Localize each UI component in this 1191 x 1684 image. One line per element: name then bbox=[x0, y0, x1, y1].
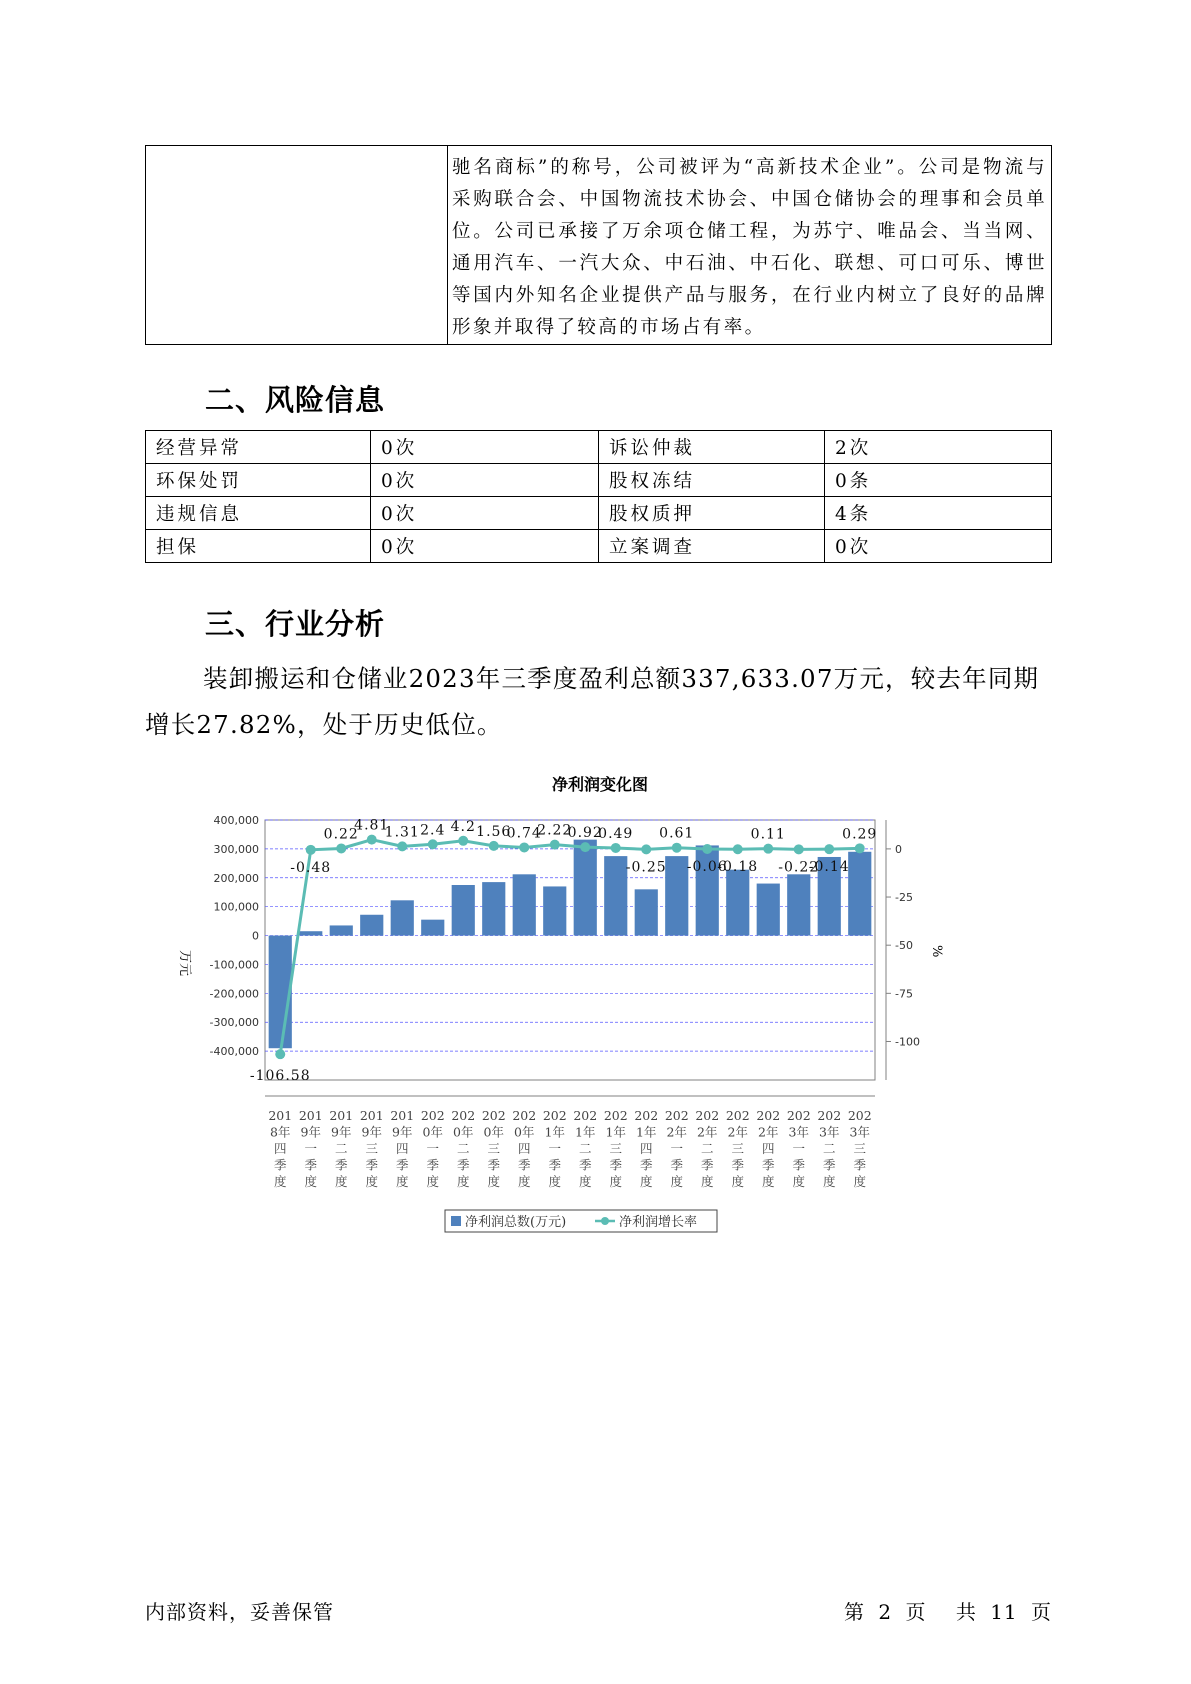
y-tick-label: -100,000 bbox=[209, 958, 259, 972]
bar bbox=[848, 852, 871, 936]
growth-rate-label: 4.81 bbox=[354, 817, 390, 834]
x-tick-label: 度 bbox=[700, 1174, 714, 1189]
growth-rate-point bbox=[641, 844, 651, 854]
growth-rate-point bbox=[763, 844, 773, 854]
x-tick-label: 季 bbox=[792, 1157, 806, 1173]
y-tick-label: -400,000 bbox=[209, 1045, 259, 1059]
risk-label: 经营异常 bbox=[146, 431, 371, 464]
risk-label: 环保处罚 bbox=[146, 464, 371, 497]
risk-value: 4条 bbox=[825, 497, 1052, 530]
x-tick-label: 0年 bbox=[453, 1124, 474, 1140]
x-tick-label: 季 bbox=[395, 1157, 409, 1173]
growth-rate-label: 0.11 bbox=[750, 826, 786, 843]
growth-rate-point bbox=[306, 845, 316, 855]
growth-rate-point bbox=[550, 840, 560, 850]
x-tick-label: 202 bbox=[603, 1108, 628, 1123]
footer-page-num: 2 bbox=[878, 1600, 893, 1624]
bar bbox=[574, 840, 597, 936]
legend-line-label: 净利润增长率 bbox=[619, 1215, 698, 1230]
x-tick-label: 201 bbox=[390, 1108, 415, 1123]
x-tick-label: 三 bbox=[365, 1141, 379, 1156]
growth-rate-label: -0.22 bbox=[778, 859, 820, 876]
growth-rate-point bbox=[367, 835, 377, 845]
x-tick-label: 202 bbox=[786, 1108, 811, 1123]
x-tick-label: 202 bbox=[542, 1108, 567, 1123]
section-title-risk: 二、风险信息 bbox=[205, 383, 386, 417]
x-tick-label: 1年 bbox=[544, 1124, 565, 1140]
growth-rate-label: 0.22 bbox=[323, 826, 359, 843]
x-tick-label: 度 bbox=[456, 1174, 470, 1189]
growth-rate-point bbox=[672, 843, 682, 853]
bar bbox=[360, 915, 383, 936]
risk-label: 股权质押 bbox=[599, 497, 825, 530]
x-tick-label: 四 bbox=[395, 1141, 409, 1156]
risk-value: 0条 bbox=[825, 464, 1052, 497]
x-tick-label: 季 bbox=[578, 1157, 592, 1173]
x-tick-label: 0年 bbox=[514, 1124, 535, 1140]
x-tick-label: 季 bbox=[426, 1157, 440, 1173]
x-tick-label: 201 bbox=[298, 1108, 323, 1123]
x-tick-label: 季 bbox=[700, 1157, 714, 1173]
x-tick-label: 度 bbox=[365, 1174, 379, 1189]
x-tick-label: 202 bbox=[695, 1108, 720, 1123]
growth-rate-label: -0.48 bbox=[290, 859, 332, 876]
y-tick-label: 200,000 bbox=[213, 871, 259, 885]
risk-row bbox=[146, 497, 1052, 530]
x-tick-label: 202 bbox=[420, 1108, 445, 1123]
x-tick-label: 度 bbox=[792, 1174, 806, 1189]
x-tick-label: 2年 bbox=[697, 1124, 718, 1140]
x-tick-label: 202 bbox=[664, 1108, 689, 1123]
x-tick-label: 季 bbox=[761, 1157, 775, 1173]
x-tick-label: 度 bbox=[334, 1174, 348, 1189]
x-tick-label: 度 bbox=[731, 1174, 745, 1189]
y-tick-label: 0 bbox=[252, 929, 259, 943]
x-tick-label: 度 bbox=[609, 1174, 623, 1189]
growth-rate-point bbox=[397, 841, 407, 851]
x-tick-label: 四 bbox=[273, 1141, 287, 1156]
x-tick-label: 度 bbox=[670, 1174, 684, 1189]
bar bbox=[391, 900, 414, 935]
bar bbox=[635, 889, 658, 935]
company-intro-table bbox=[145, 145, 1052, 345]
risk-row bbox=[146, 464, 1052, 497]
growth-rate-point bbox=[794, 844, 804, 854]
footer-page-number bbox=[844, 1596, 1052, 1625]
x-tick-label: 一 bbox=[548, 1141, 562, 1156]
footer-total-label: 共 bbox=[955, 1600, 977, 1624]
growth-rate-point bbox=[733, 844, 743, 854]
x-tick-label: 201 bbox=[329, 1108, 354, 1123]
net-profit-chart-svg bbox=[175, 770, 1025, 1240]
legend-line-marker bbox=[601, 1217, 609, 1225]
y-tick-label: 100,000 bbox=[213, 900, 259, 914]
footer-page-label: 第 bbox=[844, 1600, 866, 1624]
x-tick-label: 202 bbox=[817, 1108, 842, 1123]
growth-rate-point bbox=[824, 844, 834, 854]
x-tick-label: 四 bbox=[639, 1141, 653, 1156]
risk-value: 0次 bbox=[371, 431, 599, 464]
x-tick-label: 9年 bbox=[300, 1124, 321, 1140]
x-tick-label: 1年 bbox=[575, 1124, 596, 1140]
risk-label: 担保 bbox=[146, 530, 371, 563]
x-tick-label: 2年 bbox=[758, 1124, 779, 1140]
x-tick-label: 度 bbox=[487, 1174, 501, 1189]
x-tick-label: 二 bbox=[578, 1141, 592, 1156]
x-tick-label: 二 bbox=[334, 1141, 348, 1156]
risk-label: 诉讼仲裁 bbox=[599, 431, 825, 464]
x-tick-label: 季 bbox=[487, 1157, 501, 1173]
x-tick-label: 9年 bbox=[361, 1124, 382, 1140]
risk-value: 0次 bbox=[371, 497, 599, 530]
intro-text-cell bbox=[448, 146, 1052, 345]
bar bbox=[421, 920, 444, 936]
x-tick-label: 202 bbox=[847, 1108, 872, 1123]
growth-rate-point bbox=[519, 842, 529, 852]
bar bbox=[452, 885, 475, 936]
x-tick-label: 202 bbox=[512, 1108, 537, 1123]
growth-rate-point bbox=[336, 843, 346, 853]
y2-tick-label: -75 bbox=[895, 987, 913, 1001]
bar bbox=[482, 882, 505, 935]
x-tick-label: 一 bbox=[304, 1141, 318, 1156]
x-tick-label: 季 bbox=[670, 1157, 684, 1173]
legend-bar-label: 净利润总数(万元) bbox=[465, 1215, 567, 1230]
legend-bar-swatch bbox=[451, 1216, 461, 1226]
y2-tick-label: -50 bbox=[895, 939, 913, 953]
x-tick-label: 9年 bbox=[392, 1124, 413, 1140]
section-title-industry: 三、行业分析 bbox=[205, 607, 386, 641]
x-tick-label: 3年 bbox=[788, 1124, 809, 1140]
risk-row bbox=[146, 431, 1052, 464]
intro-empty-cell bbox=[146, 146, 448, 345]
x-tick-label: 季 bbox=[456, 1157, 470, 1173]
x-tick-label: 1年 bbox=[605, 1124, 626, 1140]
risk-value: 0次 bbox=[371, 464, 599, 497]
x-tick-label: 季 bbox=[517, 1157, 531, 1173]
x-tick-label: 一 bbox=[792, 1141, 806, 1156]
y-tick-label: 400,000 bbox=[213, 814, 259, 827]
x-tick-label: 三 bbox=[487, 1141, 501, 1156]
risk-label: 立案调查 bbox=[599, 530, 825, 563]
risk-value: 0次 bbox=[371, 530, 599, 563]
x-tick-label: 三 bbox=[853, 1141, 867, 1156]
x-tick-label: 度 bbox=[639, 1174, 653, 1189]
growth-rate-point bbox=[702, 844, 712, 854]
x-tick-label: 度 bbox=[395, 1174, 409, 1189]
y-axis-label: 万元 bbox=[177, 950, 192, 977]
x-tick-label: 0年 bbox=[483, 1124, 504, 1140]
bar bbox=[604, 856, 627, 935]
footer-total-unit: 页 bbox=[1031, 1600, 1052, 1624]
x-tick-label: 8年 bbox=[270, 1124, 291, 1140]
x-tick-label: 三 bbox=[609, 1141, 623, 1156]
growth-rate-label: -0.25 bbox=[625, 859, 667, 876]
y2-tick-label: 0 bbox=[895, 842, 902, 856]
growth-rate-label: 1.31 bbox=[384, 824, 420, 841]
x-tick-label: 201 bbox=[359, 1108, 384, 1123]
x-tick-label: 度 bbox=[853, 1174, 867, 1189]
x-tick-label: 9年 bbox=[331, 1124, 352, 1140]
x-tick-label: 季 bbox=[334, 1157, 348, 1173]
bar bbox=[726, 870, 749, 936]
x-tick-label: 202 bbox=[573, 1108, 598, 1123]
bar bbox=[787, 874, 810, 935]
bar bbox=[299, 931, 322, 935]
y2-tick-label: -25 bbox=[895, 891, 913, 905]
x-tick-label: 度 bbox=[548, 1174, 562, 1189]
x-tick-label: 202 bbox=[756, 1108, 781, 1123]
footer-confidential-note: 内部资料，妥善保管 bbox=[145, 1600, 334, 1624]
x-tick-label: 季 bbox=[548, 1157, 562, 1173]
x-tick-label: 季 bbox=[822, 1157, 836, 1173]
x-tick-label: 201 bbox=[268, 1108, 293, 1123]
growth-rate-label: -106.58 bbox=[249, 1068, 311, 1085]
growth-rate-point bbox=[611, 843, 621, 853]
x-tick-label: 度 bbox=[517, 1174, 531, 1189]
x-tick-label: 一 bbox=[670, 1141, 684, 1156]
x-tick-label: 3年 bbox=[849, 1124, 870, 1140]
bar bbox=[513, 874, 536, 935]
growth-rate-point bbox=[275, 1049, 285, 1059]
x-tick-label: 季 bbox=[853, 1157, 867, 1173]
footer-total-num: 11 bbox=[990, 1600, 1018, 1624]
x-tick-label: 2年 bbox=[727, 1124, 748, 1140]
intro-text: 驰名商标”的称号，公司被评为“高新技术企业”。公司是物流与采购联合会、中国物流技术协会、中国仓储协会的理事和会员单位。公司已承接了万余项仓储工程，为苏宁、唯品会、当当网、通用汽车、一汽大众、中石油、中石化、联想、可口可乐、博世等国内外知名企业提供产品与服务，在行业内树立了良好的品牌形象并取得了较高的市场占有率。 bbox=[452, 157, 1047, 338]
bar bbox=[543, 886, 566, 935]
x-tick-label: 三 bbox=[731, 1141, 745, 1156]
x-tick-label: 度 bbox=[273, 1174, 287, 1189]
x-tick-label: 四 bbox=[517, 1141, 531, 1156]
growth-rate-point bbox=[855, 843, 865, 853]
x-tick-label: 季 bbox=[365, 1157, 379, 1173]
y-tick-label: 300,000 bbox=[213, 842, 259, 856]
x-tick-label: 1年 bbox=[636, 1124, 657, 1140]
x-tick-label: 202 bbox=[481, 1108, 506, 1123]
growth-rate-label: 2.22 bbox=[537, 822, 573, 839]
footer-page-unit: 页 bbox=[905, 1600, 927, 1624]
growth-rate-label: 0.49 bbox=[598, 825, 634, 842]
x-tick-label: 二 bbox=[456, 1141, 470, 1156]
growth-rate-point bbox=[580, 842, 590, 852]
growth-rate-label: -0.18 bbox=[717, 859, 759, 876]
x-tick-label: 202 bbox=[634, 1108, 659, 1123]
x-tick-label: 季 bbox=[639, 1157, 653, 1173]
x-tick-label: 度 bbox=[822, 1174, 836, 1189]
net-profit-chart bbox=[175, 770, 1025, 1240]
x-tick-label: 2年 bbox=[666, 1124, 687, 1140]
x-tick-label: 度 bbox=[304, 1174, 318, 1189]
growth-rate-label: -0.14 bbox=[808, 859, 850, 876]
x-tick-label: 季 bbox=[609, 1157, 623, 1173]
growth-rate-point bbox=[489, 841, 499, 851]
industry-analysis-paragraph: 装卸搬运和仓储业2023年三季度盈利总额337,633.07万元，较去年同期增长27.82%，处于历史低位。 bbox=[145, 664, 1040, 739]
y-tick-label: -200,000 bbox=[209, 987, 259, 1001]
x-tick-label: 202 bbox=[725, 1108, 750, 1123]
growth-rate-label: 0.74 bbox=[506, 825, 542, 842]
x-tick-label: 一 bbox=[426, 1141, 440, 1156]
x-tick-label: 季 bbox=[731, 1157, 745, 1173]
y-tick-label: -300,000 bbox=[209, 1016, 259, 1030]
bar bbox=[330, 925, 353, 935]
x-tick-label: 202 bbox=[451, 1108, 476, 1123]
x-tick-label: 四 bbox=[761, 1141, 775, 1156]
x-tick-label: 二 bbox=[822, 1141, 836, 1156]
growth-rate-label: 0.61 bbox=[659, 825, 695, 842]
growth-rate-label: 1.56 bbox=[476, 823, 512, 840]
x-tick-label: 3年 bbox=[819, 1124, 840, 1140]
x-tick-label: 季 bbox=[304, 1157, 318, 1173]
growth-rate-label: 2.4 bbox=[420, 822, 446, 839]
chart-title: 净利润变化图 bbox=[551, 775, 649, 794]
risk-label: 违规信息 bbox=[146, 497, 371, 530]
risk-value: 2次 bbox=[825, 431, 1052, 464]
growth-rate-label: -0.06 bbox=[686, 859, 728, 876]
x-tick-label: 度 bbox=[426, 1174, 440, 1189]
y2-axis-label: % bbox=[929, 945, 944, 958]
growth-rate-label: 0.29 bbox=[842, 826, 878, 843]
growth-rate-label: 4.2 bbox=[450, 818, 476, 835]
x-tick-label: 度 bbox=[761, 1174, 775, 1189]
risk-row bbox=[146, 530, 1052, 563]
bar bbox=[665, 856, 688, 935]
x-tick-label: 度 bbox=[578, 1174, 592, 1189]
x-tick-label: 0年 bbox=[422, 1124, 443, 1140]
x-tick-label: 季 bbox=[273, 1157, 287, 1173]
risk-value: 0次 bbox=[825, 530, 1052, 563]
x-tick-label: 二 bbox=[700, 1141, 714, 1156]
bar bbox=[757, 884, 780, 936]
growth-rate-point bbox=[458, 836, 468, 846]
growth-rate-point bbox=[428, 839, 438, 849]
risk-info-table bbox=[145, 430, 1052, 563]
growth-rate-label: 0.92 bbox=[567, 825, 603, 842]
y2-tick-label: -100 bbox=[895, 1035, 920, 1049]
risk-label: 股权冻结 bbox=[599, 464, 825, 497]
